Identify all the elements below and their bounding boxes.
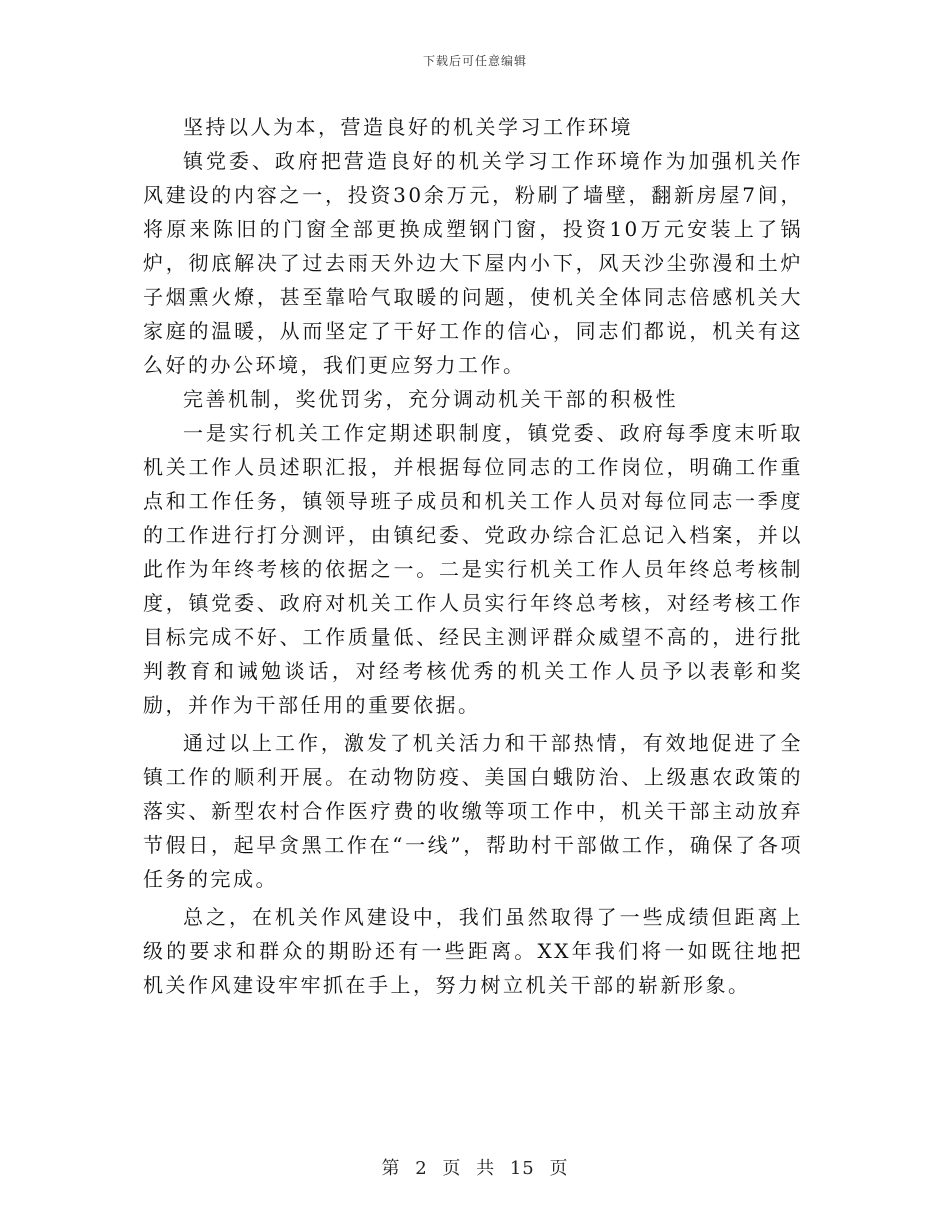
paragraph-results: 通过以上工作，激发了机关活力和干部热情，有效地促进了全镇工作的顺利开展。在动物防疫、美国白蛾防治、上级惠农政策的落实、新型农村合作医疗费的收缴等项工作中，机关干部主动放弃节假日，起早贪黑工作在“一线”，帮助村干部做工作，确保了各项任务的完成。 bbox=[143, 731, 803, 891]
paragraph-conclusion: 总之，在机关作风建设中，我们虽然取得了一些成绩但距离上级的要求和群众的期盼还有一些距离。XX年我们将一如既往地把机关作风建设牢牢抓在手上，努力树立机关干部的崭新形象。 bbox=[143, 905, 803, 997]
section-heading-mechanism: 完善机制，奖优罚劣，充分调动机关干部的积极性 bbox=[183, 387, 678, 411]
page-number: 第 2 页 共 15 页 bbox=[381, 1158, 569, 1179]
paragraph-mechanism: 一是实行机关工作定期述职制度，镇党委、政府每季度末听取机关工作人员述职汇报，并根据每位同志的工作岗位，明确工作重点和工作任务，镇领导班子成员和机关工作人员对每位同志一季度的工作进行打分测评，由镇纪委、党政办综合汇总记入档案，并以此作为年终考核的依据之一。二是实行机关工作人员年终总考核制度，镇党委、政府对机关工作人员实行年终总考核，对经考核工作目标完成不好、工作质量低、经民主测评群众威望不高的，进行批判教育和诫勉谈话，对经考核优秀的机关工作人员予以表彰和奖励，并作为干部任用的重要依据。 bbox=[143, 421, 803, 717]
document-body bbox=[143, 110, 803, 1002]
page-header: 下载后可任意编辑 bbox=[422, 54, 527, 68]
paragraph-environment: 镇党委、政府把营造良好的机关学习工作环境作为加强机关作风建设的内容之一，投资30余万元，粉刷了墙壁，翻新房屋7间，将原来陈旧的门窗全部更换成塑钢门窗，投资10万元安装上了锅炉，彻底解决了过去雨天外边大下屋内小下，风天沙尘弥漫和土炉子烟熏火燎，甚至靠哈气取暖的问题，使机关全体同志倍感机关大家庭的温暖，从而坚定了干好工作的信心，同志们都说，机关有这么好的办公环境，我们更应努力工作。 bbox=[143, 149, 803, 377]
section-heading-environment: 坚持以人为本，营造良好的机关学习工作环境 bbox=[183, 115, 633, 139]
